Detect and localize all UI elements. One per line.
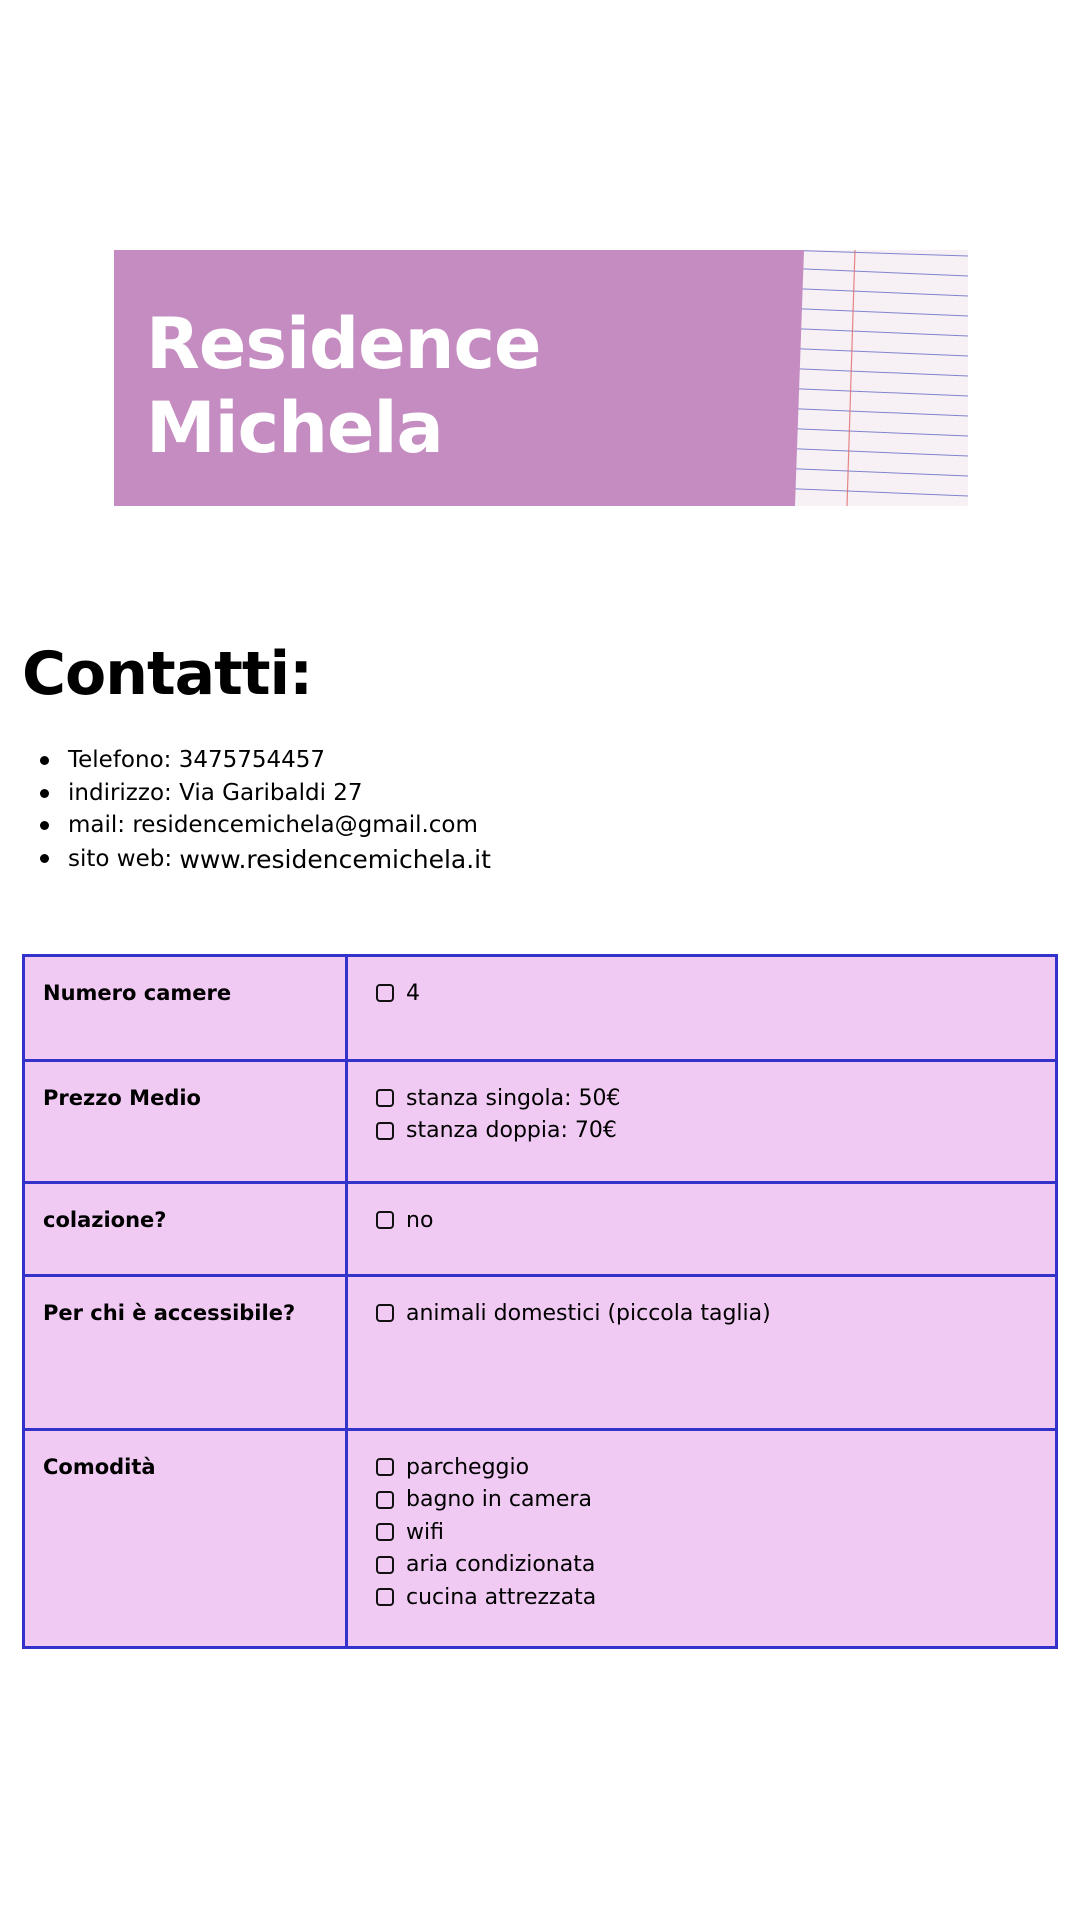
residence-info-table — [22, 954, 1058, 1649]
contact-label: sito web: — [68, 845, 173, 872]
bullet-icon — [40, 821, 49, 830]
checkbox-icon[interactable] — [376, 1122, 394, 1140]
contact-value: www.residencemichela.it — [179, 844, 491, 874]
option-label: no — [406, 1207, 434, 1233]
row-label: Per chi è accessibile? — [24, 1276, 347, 1430]
checkbox-option[interactable] — [376, 1451, 1055, 1484]
contact-email — [38, 809, 491, 842]
checkbox-icon[interactable] — [376, 1089, 394, 1107]
table-row — [24, 1430, 1057, 1648]
contact-value: 3475754457 — [178, 747, 326, 773]
bullet-icon — [40, 854, 49, 863]
row-values — [347, 1430, 1057, 1648]
table-row — [24, 956, 1057, 1061]
checkbox-icon[interactable] — [376, 1304, 394, 1322]
checkbox-option[interactable] — [376, 1082, 1055, 1115]
checkbox-option[interactable] — [376, 1204, 1055, 1237]
checkbox-icon[interactable] — [376, 1588, 394, 1606]
title-line-1: Residence — [146, 303, 541, 385]
contact-label: Telefono: — [68, 747, 172, 773]
contact-address — [38, 777, 491, 810]
contacts-list — [38, 744, 491, 874]
checkbox-icon[interactable] — [376, 1211, 394, 1229]
table-row — [24, 1183, 1057, 1276]
contact-value: residencemichela@gmail.com — [132, 812, 478, 838]
row-values — [347, 1183, 1057, 1276]
contact-label: indirizzo: — [68, 779, 172, 806]
row-values — [347, 956, 1057, 1061]
checkbox-icon[interactable] — [376, 1523, 394, 1541]
checkbox-option[interactable] — [376, 1484, 1055, 1517]
row-label: colazione? — [24, 1183, 347, 1276]
checkbox-option[interactable] — [376, 1115, 1055, 1148]
header-banner — [114, 250, 968, 506]
row-label: Prezzo Medio — [24, 1061, 347, 1183]
checkbox-option[interactable] — [376, 1549, 1055, 1582]
row-values — [347, 1276, 1057, 1430]
option-label: parcheggio — [406, 1454, 530, 1480]
contacts-heading: Contatti: — [22, 639, 313, 709]
contact-value: Via Garibaldi 27 — [179, 779, 363, 806]
bullet-icon — [40, 789, 49, 798]
checkbox-icon[interactable] — [376, 1458, 394, 1476]
table-row — [24, 1276, 1057, 1430]
option-label: wifi — [406, 1519, 444, 1545]
checkbox-icon[interactable] — [376, 1491, 394, 1509]
checkbox-icon[interactable] — [376, 1556, 394, 1574]
option-label: stanza singola: 50€ — [406, 1085, 621, 1111]
option-label: aria condizionata — [406, 1552, 596, 1578]
bullet-icon — [40, 756, 49, 765]
title-line-2: Michela — [146, 387, 443, 469]
option-label: stanza doppia: 70€ — [406, 1118, 617, 1144]
checkbox-option[interactable] — [376, 977, 1055, 1010]
row-values — [347, 1061, 1057, 1183]
option-label: cucina attrezzata — [406, 1584, 597, 1610]
residence-title — [146, 302, 540, 470]
option-label: bagno in camera — [406, 1487, 592, 1513]
checkbox-option[interactable] — [376, 1516, 1055, 1549]
row-label: Numero camere — [24, 956, 347, 1061]
contact-phone — [38, 744, 491, 777]
contact-website — [38, 842, 491, 875]
checkbox-option[interactable] — [376, 1297, 1055, 1330]
option-label: animali domestici (piccola taglia) — [406, 1300, 771, 1326]
checkbox-option[interactable] — [376, 1581, 1055, 1614]
row-label: Comodità — [24, 1430, 347, 1648]
checkbox-icon[interactable] — [376, 984, 394, 1002]
option-label: 4 — [406, 980, 420, 1006]
table-row — [24, 1061, 1057, 1183]
contact-label: mail: — [68, 812, 126, 838]
